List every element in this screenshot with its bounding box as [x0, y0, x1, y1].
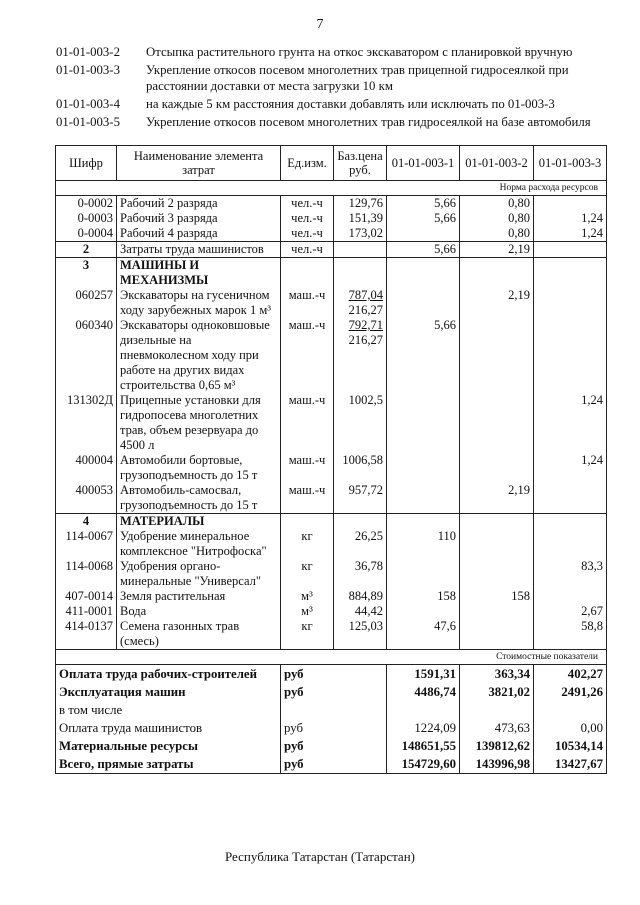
header-col-3: 01-01-003-3 — [534, 146, 607, 181]
row-price: 1006,58 — [334, 453, 387, 483]
section-title: МАТЕРИАЛЫ — [117, 514, 281, 530]
row-code: 0-0003 — [56, 211, 117, 226]
header-code: Шифр — [56, 146, 117, 181]
totals-label: в том числе — [56, 701, 281, 719]
totals-value-2: 143996,98 — [460, 755, 534, 774]
table-header-row — [56, 146, 607, 181]
row-name: Экскаваторы одноковшовые дизельные на пневмоколесном ходу при работе на других видах строительства 0,65 м³ — [117, 318, 281, 393]
row-value-1 — [387, 226, 460, 242]
section-number: 2 — [56, 242, 117, 258]
row-code: 400004 — [56, 453, 117, 483]
row-code: 131302Д — [56, 393, 117, 453]
row-unit: маш.-ч — [281, 393, 334, 453]
section-row — [56, 514, 607, 530]
totals-row — [56, 719, 607, 737]
intro-item — [56, 96, 616, 112]
row-value-1: 110 — [387, 529, 460, 559]
row-value-3: 83,3 — [534, 559, 607, 589]
row-unit: маш.-ч — [281, 483, 334, 514]
table-row — [56, 226, 607, 242]
row-name: Автомобиль-самосвал, грузоподъемность до 15 т — [117, 483, 281, 514]
table-row — [56, 559, 607, 589]
section-title: МАШИНЫ И МЕХАНИЗМЫ — [117, 258, 281, 289]
totals-value-2 — [460, 701, 534, 719]
totals-row — [56, 701, 607, 719]
row-unit: чел.-ч — [281, 242, 334, 258]
totals-value-2: 363,34 — [460, 665, 534, 684]
totals-value-1: 4486,74 — [387, 683, 460, 701]
cost-subheader: Стоимостные показатели — [56, 650, 607, 665]
row-unit: м³ — [281, 604, 334, 619]
row-value-1 — [387, 393, 460, 453]
intro-code: 01-01-003-5 — [56, 115, 120, 129]
row-code: 114-0067 — [56, 529, 117, 559]
intro-code: 01-01-003-3 — [56, 63, 120, 77]
row-price: 1002,5 — [334, 393, 387, 453]
row-value-2 — [460, 453, 534, 483]
totals-label: Всего, прямые затраты — [56, 755, 281, 774]
totals-label: Материальные ресурсы — [56, 737, 281, 755]
row-value-1: 47,6 — [387, 619, 460, 650]
row-value-3: 1,24 — [534, 453, 607, 483]
totals-row — [56, 665, 607, 684]
row-value-2: 0,80 — [460, 226, 534, 242]
price-salary: 216,27 — [348, 303, 383, 317]
row-price: 125,03 — [334, 619, 387, 650]
totals-row — [56, 737, 607, 755]
price-salary: 216,27 — [348, 333, 383, 347]
cost-subheader-row — [56, 650, 607, 665]
row-code: 0-0002 — [56, 196, 117, 212]
row-value-2: 2,19 — [460, 288, 534, 318]
totals-value-3 — [534, 701, 607, 719]
table-row — [56, 619, 607, 650]
totals-value-2: 139812,62 — [460, 737, 534, 755]
totals-value-3: 10534,14 — [534, 737, 607, 755]
totals-unit: руб — [281, 719, 387, 737]
row-price: 151,39 — [334, 211, 387, 226]
intro-text: Отсыпка растительного грунта на откос экскаватором с планировкой вручную — [146, 45, 573, 59]
intro-item — [56, 44, 616, 60]
row-name: Рабочий 4 разряда — [117, 226, 281, 242]
totals-unit: руб — [281, 737, 387, 755]
table-row — [56, 604, 607, 619]
row-unit: чел.-ч — [281, 226, 334, 242]
header-col-1: 01-01-003-1 — [387, 146, 460, 181]
totals-value-1: 154729,60 — [387, 755, 460, 774]
norm-subheader: Норма расхода ресурсов — [56, 181, 607, 196]
row-unit: маш.-ч — [281, 318, 334, 393]
row-price — [334, 242, 387, 258]
row-name: Автомобили бортовые, грузоподъемность до 15 т — [117, 453, 281, 483]
totals-value-3: 402,27 — [534, 665, 607, 684]
row-code: 411-0001 — [56, 604, 117, 619]
table-row — [56, 288, 607, 318]
row-value-1 — [387, 559, 460, 589]
totals-unit: руб — [281, 665, 387, 684]
table-row — [56, 211, 607, 226]
row-value-2 — [460, 529, 534, 559]
row-value-1 — [387, 453, 460, 483]
section-number: 3 — [56, 258, 117, 289]
row-code: 407-0014 — [56, 589, 117, 604]
section-row — [56, 242, 607, 258]
row-value-3 — [534, 196, 607, 212]
intro-text: на каждые 5 км расстояния доставки добавлять или исключать по 01-003-3 — [146, 97, 555, 111]
table-row — [56, 529, 607, 559]
row-value-3: 2,67 — [534, 604, 607, 619]
totals-value-3: 13427,67 — [534, 755, 607, 774]
totals-label: Оплата труда рабочих-строителей — [56, 665, 281, 684]
row-unit: маш.-ч — [281, 288, 334, 318]
row-name: Удобрение минеральное комплексное "Нитрофоска" — [117, 529, 281, 559]
row-unit: кг — [281, 529, 334, 559]
table-row — [56, 453, 607, 483]
row-value-2: 0,80 — [460, 211, 534, 226]
row-value-2: 2,19 — [460, 242, 534, 258]
row-price: 44,42 — [334, 604, 387, 619]
totals-value-2: 473,63 — [460, 719, 534, 737]
row-price: 957,72 — [334, 483, 387, 514]
row-code: 0-0004 — [56, 226, 117, 242]
row-code: 400053 — [56, 483, 117, 514]
row-value-3: 1,24 — [534, 226, 607, 242]
row-price — [334, 318, 387, 393]
row-unit: чел.-ч — [281, 196, 334, 212]
row-value-1: 5,66 — [387, 211, 460, 226]
row-value-1: 5,66 — [387, 242, 460, 258]
totals-value-1 — [387, 701, 460, 719]
row-value-3: 1,24 — [534, 211, 607, 226]
intro-text: Укрепление откосов посевом многолетних трав прицепной гидросеялкой при расстоянии доставки от места загрузки 10 км — [146, 63, 569, 93]
row-value-3 — [534, 242, 607, 258]
totals-value-1: 148651,55 — [387, 737, 460, 755]
row-value-2 — [460, 604, 534, 619]
intro-item — [56, 114, 616, 130]
header-col-2: 01-01-003-2 — [460, 146, 534, 181]
row-value-3: 1,24 — [534, 393, 607, 453]
intro-text: Укрепление откосов посевом многолетних трав гидросеялкой на базе автомобиля — [146, 115, 591, 129]
intro-item — [56, 62, 616, 94]
section-title: Затраты труда машинистов — [117, 242, 281, 258]
totals-label: Эксплуатация машин — [56, 683, 281, 701]
header-unit: Ед.изм. — [281, 146, 334, 181]
resource-norms-table — [55, 145, 607, 774]
table-row — [56, 318, 607, 393]
footer-region: Республика Татарстан (Татарстан) — [225, 849, 415, 864]
price-value: 787,04 — [348, 288, 383, 302]
totals-unit: руб — [281, 683, 387, 701]
table-row — [56, 393, 607, 453]
row-code: 114-0068 — [56, 559, 117, 589]
table-row — [56, 589, 607, 604]
row-name: Экскаваторы на гусеничном ходу зарубежных марок 1 м³ — [117, 288, 281, 318]
table-row — [56, 483, 607, 514]
row-price: 36,78 — [334, 559, 387, 589]
row-value-1 — [387, 288, 460, 318]
table-row — [56, 196, 607, 212]
row-price — [334, 288, 387, 318]
row-name: Вода — [117, 604, 281, 619]
row-value-3 — [534, 483, 607, 514]
totals-unit: руб — [281, 755, 387, 774]
row-unit: маш.-ч — [281, 453, 334, 483]
header-name: Наименование элемента затрат — [117, 146, 281, 181]
row-name: Рабочий 2 разряда — [117, 196, 281, 212]
row-code: 414-0137 — [56, 619, 117, 650]
row-value-1: 5,66 — [387, 196, 460, 212]
header-price: Баз.цена руб. — [334, 146, 387, 181]
row-unit: кг — [281, 559, 334, 589]
totals-value-1: 1224,09 — [387, 719, 460, 737]
page-number: 7 — [316, 17, 324, 32]
resource-code-list — [56, 44, 616, 132]
row-value-2 — [460, 318, 534, 393]
price-value: 792,71 — [348, 318, 383, 332]
row-value-3 — [534, 318, 607, 393]
norm-subheader-row — [56, 181, 607, 196]
row-unit: чел.-ч — [281, 211, 334, 226]
row-value-3 — [534, 288, 607, 318]
totals-value-3: 2491,26 — [534, 683, 607, 701]
row-code: 060340 — [56, 318, 117, 393]
row-value-2 — [460, 619, 534, 650]
row-price: 26,25 — [334, 529, 387, 559]
section-number: 4 — [56, 514, 117, 530]
row-name: Земля растительная — [117, 589, 281, 604]
totals-value-1: 1591,31 — [387, 665, 460, 684]
totals-label: Оплата труда машинистов — [56, 719, 281, 737]
intro-code: 01-01-003-4 — [56, 97, 120, 111]
totals-row — [56, 683, 607, 701]
row-value-1 — [387, 483, 460, 514]
row-value-1 — [387, 604, 460, 619]
row-price: 129,76 — [334, 196, 387, 212]
intro-code: 01-01-003-2 — [56, 45, 120, 59]
row-name: Прицепные установки для гидропосева многолетних трав, объем резервуара до 4500 л — [117, 393, 281, 453]
row-price: 173,02 — [334, 226, 387, 242]
row-name: Семена газонных трав (смесь) — [117, 619, 281, 650]
row-value-3 — [534, 529, 607, 559]
row-value-2: 158 — [460, 589, 534, 604]
row-value-3 — [534, 589, 607, 604]
row-value-2 — [460, 393, 534, 453]
row-value-2 — [460, 559, 534, 589]
row-value-2: 0,80 — [460, 196, 534, 212]
totals-unit — [281, 701, 387, 719]
row-value-3: 58,8 — [534, 619, 607, 650]
row-value-1: 5,66 — [387, 318, 460, 393]
row-price: 884,89 — [334, 589, 387, 604]
row-value-1: 158 — [387, 589, 460, 604]
row-unit: м³ — [281, 589, 334, 604]
row-value-2: 2,19 — [460, 483, 534, 514]
row-name: Удобрения органо-минеральные "Универсал" — [117, 559, 281, 589]
row-name: Рабочий 3 разряда — [117, 211, 281, 226]
totals-row — [56, 755, 607, 774]
totals-value-2: 3821,02 — [460, 683, 534, 701]
row-unit: кг — [281, 619, 334, 650]
totals-value-3: 0,00 — [534, 719, 607, 737]
section-row — [56, 258, 607, 289]
row-code: 060257 — [56, 288, 117, 318]
